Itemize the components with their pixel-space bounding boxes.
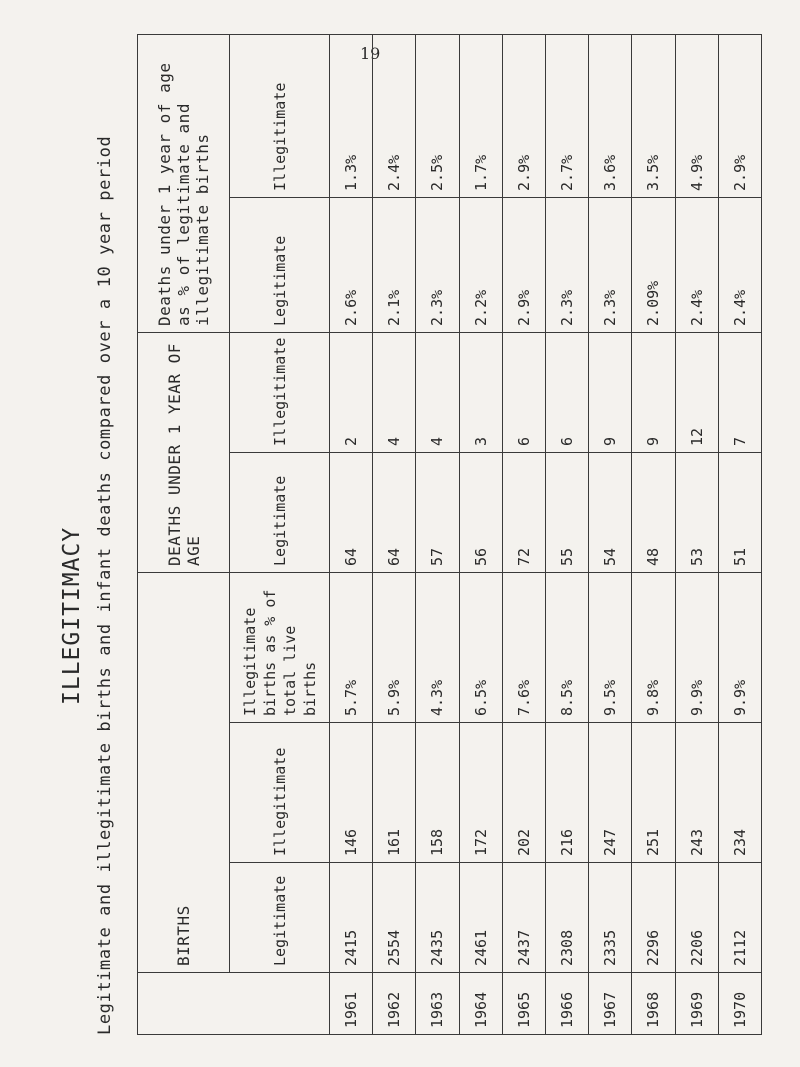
illegitimate-percent-cell: 6.5% [459,572,502,722]
illegitimate-rate-cell: 2.9% [502,34,545,197]
illegitimate-percent-cell: 8.5% [545,572,588,722]
illegitimate-births-cell: 172 [459,723,502,863]
illegitimate-births-cell: 247 [589,723,632,863]
year-cell: 1966 [545,973,588,1035]
illegitimate-births-cell: 202 [502,723,545,863]
table-row [632,34,675,1034]
table-row [545,34,588,1034]
illegitimate-deaths-cell: 4 [373,332,416,452]
legitimate-rate-cell: 2.9% [502,197,545,332]
table-row [502,34,545,1034]
illegitimate-deaths-cell: 6 [502,332,545,452]
deaths-illegitimate-header: Illegitimate [230,332,330,452]
illegitimate-rate-cell: 2.4% [373,34,416,197]
illegitimate-deaths-cell: 7 [718,332,761,452]
illegitimate-rate-cell: 3.5% [632,34,675,197]
legitimate-births-cell: 2461 [459,863,502,973]
illegitimate-rate-cell: 2.5% [416,34,459,197]
illegitimate-deaths-cell: 6 [545,332,588,452]
rate-illegitimate-header: Illegitimate [230,34,330,197]
table-row [675,34,718,1034]
report-heading [59,35,129,1035]
illegitimate-deaths-cell: 9 [589,332,632,452]
illegitimate-percent-cell: 4.3% [416,572,459,722]
legitimate-rate-cell: 2.4% [718,197,761,332]
table-row [589,34,632,1034]
year-cell: 1969 [675,973,718,1035]
table-row [416,34,459,1034]
table-row [459,34,502,1034]
illegitimacy-table [137,34,762,1035]
table-row [330,34,373,1034]
illegitimate-rate-cell: 3.6% [589,34,632,197]
year-cell: 1962 [373,973,416,1035]
year-cell: 1967 [589,973,632,1035]
year-cell: 1970 [718,973,761,1035]
illegitimate-births-cell: 251 [632,723,675,863]
illegitimate-births-cell: 234 [718,723,761,863]
legitimate-rate-cell: 2.3% [416,197,459,332]
year-cell: 1968 [632,973,675,1035]
illegitimate-rate-cell: 4.9% [675,34,718,197]
illegitimate-rate-cell: 2.7% [545,34,588,197]
legitimate-births-cell: 2415 [330,863,373,973]
legitimate-births-cell: 2112 [718,863,761,973]
year-cell: 1961 [330,973,373,1035]
legitimate-rate-cell: 2.4% [675,197,718,332]
illegitimate-births-cell: 161 [373,723,416,863]
year-header-cell [138,973,330,1035]
illegitimate-births-cell: 158 [416,723,459,863]
deaths-legitimate-header: Legitimate [230,452,330,572]
illegitimate-percent-cell: 9.9% [675,572,718,722]
births-group-header: BIRTHS [138,572,230,972]
legitimate-rate-cell: 2.1% [373,197,416,332]
legitimate-deaths-cell: 72 [502,452,545,572]
legitimate-rate-cell: 2.09% [632,197,675,332]
legitimate-births-cell: 2335 [589,863,632,973]
legitimate-rate-cell: 2.3% [589,197,632,332]
births-legitimate-header: Legitimate [230,863,330,973]
births-illegitimate-header: Illegitimate [230,723,330,863]
legitimate-births-cell: 2437 [502,863,545,973]
legitimate-deaths-cell: 55 [545,452,588,572]
legitimate-deaths-cell: 54 [589,452,632,572]
legitimate-births-cell: 2206 [675,863,718,973]
illegitimate-deaths-cell: 4 [416,332,459,452]
illegitimate-births-cell: 243 [675,723,718,863]
legitimate-deaths-cell: 48 [632,452,675,572]
rotated-report [59,35,785,1035]
legitimate-rate-cell: 2.3% [545,197,588,332]
page-title: ILLEGITIMACY [59,526,85,705]
illegitimate-percent-cell: 5.9% [373,572,416,722]
legitimate-births-cell: 2308 [545,863,588,973]
year-cell: 1965 [502,973,545,1035]
year-cell: 1963 [416,973,459,1035]
illegitimate-births-cell: 146 [330,723,373,863]
illegitimate-deaths-cell: 12 [675,332,718,452]
illegitimate-rate-cell: 2.9% [718,34,761,197]
rates-group-header: Deaths under 1 year of age as % of legitimate and illegitimate births [138,34,230,332]
legitimate-births-cell: 2435 [416,863,459,973]
illegitimate-percent-header: Illegitimate births as % of total live births [230,572,330,722]
table-row [718,34,761,1034]
rate-legitimate-header: Legitimate [230,197,330,332]
illegitimate-percent-cell: 7.6% [502,572,545,722]
illegitimate-deaths-cell: 3 [459,332,502,452]
legitimate-deaths-cell: 51 [718,452,761,572]
legitimate-deaths-cell: 57 [416,452,459,572]
legitimate-rate-cell: 2.6% [330,197,373,332]
illegitimate-deaths-cell: 2 [330,332,373,452]
year-cell: 1964 [459,973,502,1035]
illegitimate-percent-cell: 9.5% [589,572,632,722]
legitimate-births-cell: 2296 [632,863,675,973]
legitimate-deaths-cell: 53 [675,452,718,572]
illegitimate-rate-cell: 1.3% [330,34,373,197]
page-subtitle: Legitimate and illegitimate births and infant deaths compared over a 10 year period [95,135,115,1035]
table-row [373,34,416,1034]
legitimate-rate-cell: 2.2% [459,197,502,332]
illegitimate-percent-cell: 9.9% [718,572,761,722]
page-number: 19 [360,44,381,63]
legitimate-deaths-cell: 64 [373,452,416,572]
illegitimate-percent-cell: 5.7% [330,572,373,722]
illegitimate-percent-cell: 9.8% [632,572,675,722]
legitimate-deaths-cell: 56 [459,452,502,572]
illegitimate-deaths-cell: 9 [632,332,675,452]
illegitimate-rate-cell: 1.7% [459,34,502,197]
deaths-group-header: DEATHS UNDER 1 YEAR OF AGE [138,332,230,572]
illegitimate-births-cell: 216 [545,723,588,863]
legitimate-births-cell: 2554 [373,863,416,973]
legitimate-deaths-cell: 64 [330,452,373,572]
